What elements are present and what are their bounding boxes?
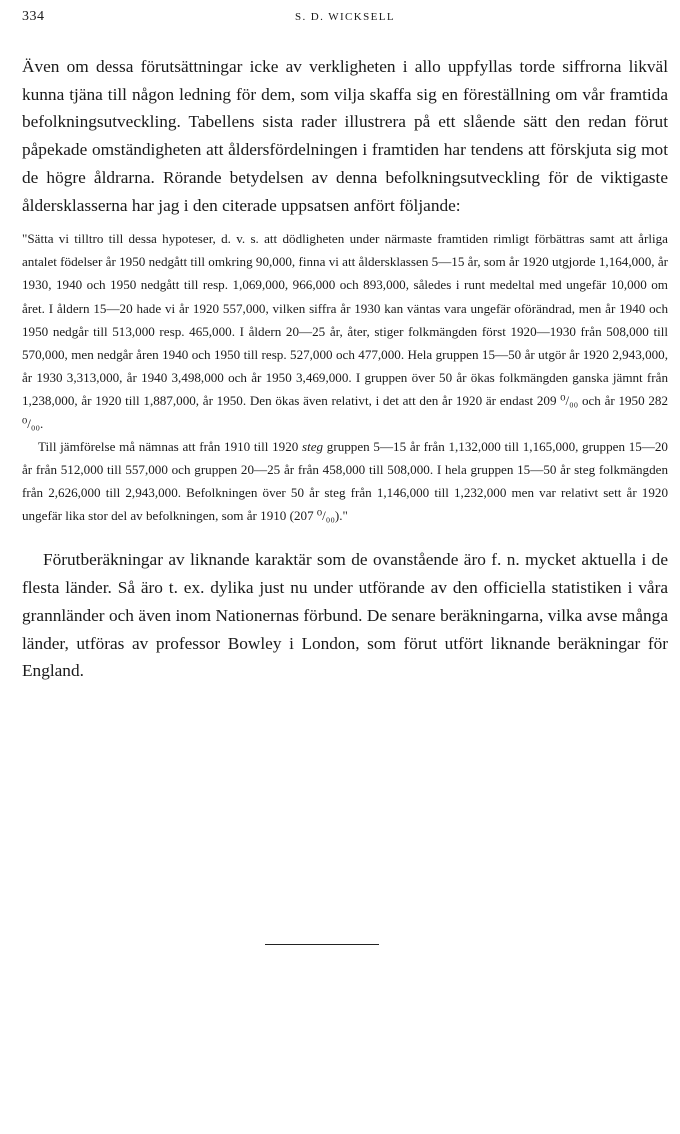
quote-emphasis: steg — [302, 439, 324, 455]
running-head: S. D. WICKSELL — [294, 11, 396, 23]
document-page — [22, 0, 668, 685]
quote-paragraph-2 — [22, 435, 668, 527]
page-header — [22, 9, 668, 31]
main-text-block — [22, 53, 668, 219]
main-paragraph: Även om dessa förutsättningar icke av verkligheten i allo uppfyllas torde siffrorna likväl kunna tjäna till någon ledning för dem, som vilja skaffa sig en föreställning om vår framtida befolkningsutveckling. Tabellens sista rader illustrera på ett slående sätt den redan förut påpekade omständigheten att åldersfördelningen i framtiden har tendens att förskjuta sig mot de högre åldrarna. Rörande betydelsen av denna befolkningsutveckling för de viktigaste åldersklasserna har jag i den citerade uppsatsen anfört följande: — [22, 57, 668, 215]
section-end-rule — [265, 944, 379, 945]
closing-text-block — [22, 546, 668, 685]
quote-paragraph-2-start: Till jämförelse må nämnas att från 1910 till 1920 — [38, 439, 303, 455]
closing-paragraph: Förutberäkningar av liknande karaktär som de ovanstående äro f. n. mycket aktuella i de flesta länder. Så äro t. ex. dylika just nu under utförande av den officiella statistiken i våra grannländer och även inom Nationernas förbund. De senare beräkningarna, vilka avse många länder, utföras av professor Bowley i London, som förut utfört liknande beräkningar för England. — [22, 550, 668, 681]
quotation-block — [22, 227, 668, 527]
page-number: 334 — [22, 9, 45, 24]
quote-paragraph-2-end: gruppen 5—15 år från 1,132,000 till 1,165,000, gruppen 15—20 år från 512,000 till 557,000 och gruppen 20—25 år från 458,000 till 508,000. I hela gruppen 15—50 år steg folkmängden från 2,626,000 till 2,943,000. Befolkningen över 50 år steg från 1,146,000 till 1,232,000 men var relativt sett år 1920 ungefär lika stor del av befolkningen, som år 1910 (207 ⁰/₀₀)." — [22, 439, 668, 524]
quote-paragraph-1: "Sätta vi tilltro till dessa hypoteser, d. v. s. att dödligheten under närmaste framtiden rimligt förbättras samt att årliga antalet födelser år 1950 nedgått till omkring 90,000, finna vi att åldersklassen 5—15 år, som år 1920 utgjorde 1,164,000, år 1930, 1940 och 1950 nedgått till resp. 1,069,000, 966,000 och 893,000, således i runt medeltal med ungefär 10,000 om året. I åldern 15—20 hade vi år 1920 557,000, vilken siffra år 1930 kan väntas vara ungefär oförändrad, men år 1940 och 1950 nedgår till 513,000 resp. 465,000. I åldern 20—25 år, åter, stiger folkmängden först 1920—1930 från 508,000 till 570,000, men nedgår åren 1940 och 1950 till resp. 527,000 och 477,000. Hela gruppen 15—50 år utgör år 1920 2,943,000, år 1930 3,313,000, år 1940 3,498,000 och år 1950 3,469,000. I gruppen över 50 år ökas folkmängden ganska jämnt från 1,238,000, år 1920 till 1,887,000, år 1950. Den ökas även relativt, i det att den år 1920 är endast 209 ⁰/₀₀ och år 1950 282 ⁰/₀₀. — [22, 231, 668, 431]
